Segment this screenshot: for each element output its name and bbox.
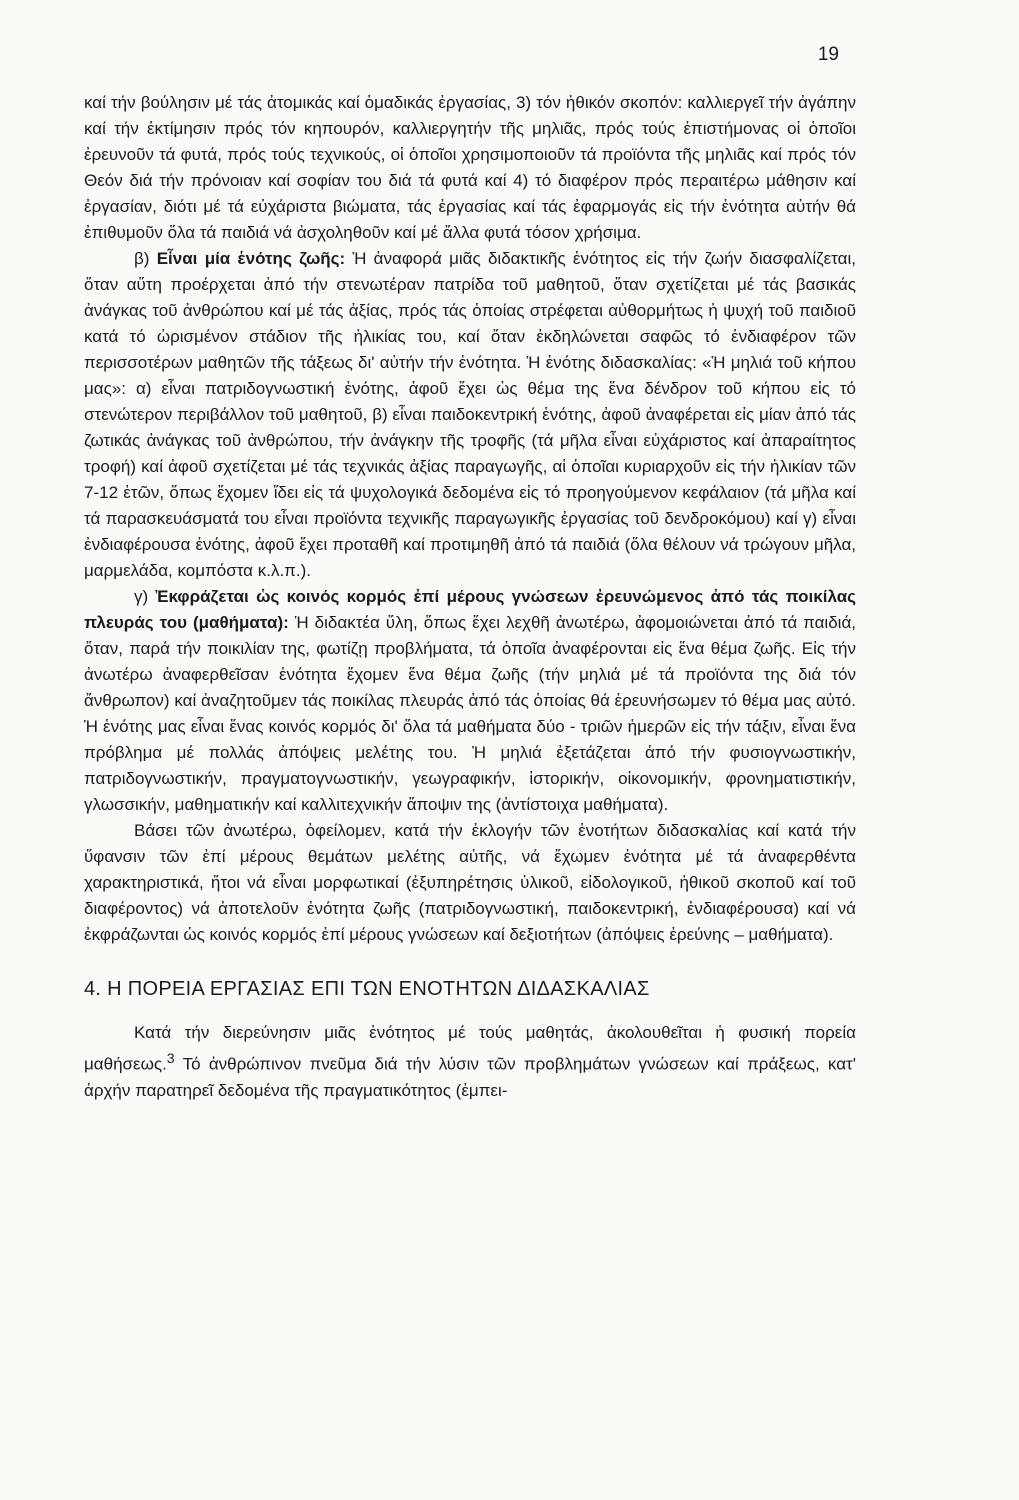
paragraph-text: Κατά τήν διερεύνησιν μιᾶς ἑνότητος μέ τούς μαθητάς, ἀκολουθεῖται ἡ φυσική πορεία μαθήσεως. [84,1023,856,1074]
page-body [84,90,856,1104]
bold-lead-common-trunk: Ἐκφράζεται ὡς κοινός κορμός ἐπί μέρους γνώσεων ἐρευνώμενος ἀπό τάς ποικίλας πλευράς του (μαθήματα): [84,587,856,632]
bold-lead-life-unity: Εἶναι μία ἑνότης ζωῆς: [156,249,346,268]
section-heading: 4. Η ΠΟΡΕΙΑ ΕΡΓΑΣΙΑΣ ΕΠΙ ΤΩΝ ΕΝΟΤΗΤΩΝ ΔΙΔΑΣΚΑΛΙΑΣ [84,978,650,1000]
paragraph-continuation: καί τήν βούλησιν μέ τάς ἀτομικάς καί ὁμαδικάς ἐργασίας, 3) τόν ἠθικόν σκοπόν: καλλιεργεῖ τήν ἀγάπην καί τήν ἐκτίμησιν πρός τόν κηπουρόν, καλλιεργητήν τῆς μηλιᾶς, πρός τούς ἐπιστήμονας οἱ ὁποῖοι ἐρευνοῦν τά φυτά, πρός τούς τεχνικούς, οἱ ὁποῖοι χρησιμοποιοῦν τά προϊόντα τῆς μηλιᾶς καί πρός τόν Θεόν διά τήν πρόνοιαν καί σοφίαν του διά τά φυτά καί 4) τό διαφέρον πρός περαιτέρω μάθησιν καί ἐργασίαν, διότι μέ τά εὐχάριστα βιώματα, τάς ἐργασίας καί τάς ἐφαρμογάς εἰς τήν ἑνότητα αὐτήν θά ἐπιθυμοῦν ὅλα τά παιδιά νά ἀσχοληθοῦν καί μέ ἄλλα φυτά τόσον χρήσιμα. [84,93,856,242]
paragraph-life-unity [84,246,856,584]
item-marker-beta: β) [134,249,157,268]
paragraph-common-trunk [84,584,856,818]
paragraph-text: Τό ἀνθρώπινον πνεῦμα διά τήν λύσιν τῶν προβλημάτων γνώσεων καί πράξεως, κατ' ἀρχήν παρατηρεῖ δεδομένα τῆς πραγματικότητος (ἐμπει- [84,1054,856,1100]
page-number: 19 [817,44,839,65]
paragraph-summary: Βάσει τῶν ἀνωτέρω, ὀφείλομεν, κατά τήν ἐκλογήν τῶν ἑνοτήτων διδασκαλίας καί κατά τήν ὕφανσιν τῶν ἐπί μέρους θεμάτων μελέτης αὐτῆς, νά ἔχωμεν ἑνότητα μέ τά ἀναφερθέντα χαρακτηριστικά, ἤτοι νά εἶναι μορφωτικαί (ἐξυπηρέτησις ὑλικοῦ, εἰδολογικοῦ, ἠθικοῦ σκοποῦ καί τοῦ διαφέροντος) νά ἀποτελοῦν ἑνότητα ζωῆς (πατριδογνωστική, παιδοκεντρική, ἐνδιαφέρουσα) καί νά ἐκφράζωνται ὡς κοινός κορμός ἐπί μέρους γνώσεων καί δεξιοτήτων (ἀπόψεις ἐρεύνης – μαθήματα). [84,821,856,944]
paragraph-text: Ἡ διδακτέα ὕλη, ὅπως ἔχει λεχθῆ ἀνωτέρω, ἀφομοιώνεται ἀπό τά παιδιά, ὅταν, παρά τήν ποικιλίαν της, φωτίζῃ προβλήματα, τά ὁποῖα ἀναφέρονται εἰς ἕνα θέμα ζωῆς. Εἰς τήν ἀνωτέρω ἀναφερθεῖσαν ἑνότητα ἔχομεν ἕνα θέμα ζωῆς (τήν μηλιά μέ τά προϊόντα της διά τόν ἄνθρωπον) καί ἀναζητοῦμεν τάς ποικίλας πλευράς ἀπό τάς ὁποίας θά ἐρευνήσωμεν τό θέμα μας αὐτό. Ἡ ἑνότης μας εἶναι ἕνας κοινός κορμός δι' ὅλα τά μαθήματα δύο - τριῶν ἡμερῶν εἰς τήν τάξιν, εἶναι ἕνα πρόβλημα μέ πολλάς ἀπόψεις μελέτης του. Ἡ μηλιά ἐξετάζεται ἀπό τήν φυσιογνωστικήν, πατριδογνωστικήν, πραγματογνωστικήν, γεωγραφικήν, ἱστορικήν, οἰκονομικήν, φρονηματιστικήν, γλωσσικήν, μαθηματικήν καί καλλιτεχνικήν ἄποψιν της (ἀντίστοιχα μαθήματα). [84,613,856,814]
paragraph-text: Ἡ ἀναφορά μιᾶς διδακτικῆς ἑνότητος εἰς τήν ζωήν διασφαλίζεται, ὅταν αὕτη προέρχεται ἀπό τήν στενωτέραν πατρίδα τοῦ μαθητοῦ, ὅταν σχετίζεται μέ τάς βασικάς ἀνάγκας τοῦ ἀνθρώπου καί μέ τάς ἀξίας, πρός τάς ὁποίας στρέφεται αὐθορμήτως ἡ ψυχή τοῦ παιδιοῦ κατά τό ὡρισμένον στάδιον τῆς ἡλικίας του, καί ὅταν ἐκδηλώνεται σαφῶς τό ἐνδιαφέρον τῶν περισσοτέρων μαθητῶν τῆς τάξεως δι' αὐτήν τήν ἑνότητα. Ἡ ἑνότης διδασκαλίας: «Ἡ μηλιά τοῦ κήπου μας»: α) εἶναι πατριδογνωστική ἑνότης, ἀφοῦ ἔχει ὡς θέμα της ἕνα δένδρον τοῦ κήπου εἰς τό στενώτερον περιβάλλον τοῦ μαθητοῦ, β) εἶναι παιδοκεντρική ἑνότης, ἀφοῦ ἀναφέρεται εἰς μίαν ἀπό τάς ζωτικάς ἀνάγκας τοῦ ἀνθρώπου, τήν ἀνάγκην τῆς τροφῆς (τά μῆλα εἶναι εὐχάριστος καί ἀπαραίτητος τροφή) καί ἀφοῦ σχετίζεται μέ τάς τεχνικάς ἀξίας παραγωγῆς, αἱ ὁποῖαι κυριαρχοῦν εἰς τήν ἡλικίαν τῶν 7-12 ἐτῶν, ὅπως ἔχομεν ἴδει εἰς τά ψυχολογικά δεδομένα εἰς τό προηγούμενον κεφάλαιον (τά μῆλα καί τά παρασκευάσματά του εἶναι προϊόντα τεχνικῆς παραγωγικῆς ἐργασίας τοῦ δενδροκόμου) καί γ) εἶναι ἐνδιαφέρουσα ἑνότης, ἀφοῦ ἔχει προταθῆ καί προτιμηθῆ ἀπό τά παιδιά (ὅλα θέλουν νά τρώγουν μῆλα, μαρμελάδα, κομπόστα κ.λ.π.). [84,249,856,580]
footnote-marker: 3 [166,1051,175,1067]
paragraph-learning-course [84,1020,856,1104]
item-marker-gamma: γ) [134,587,156,606]
